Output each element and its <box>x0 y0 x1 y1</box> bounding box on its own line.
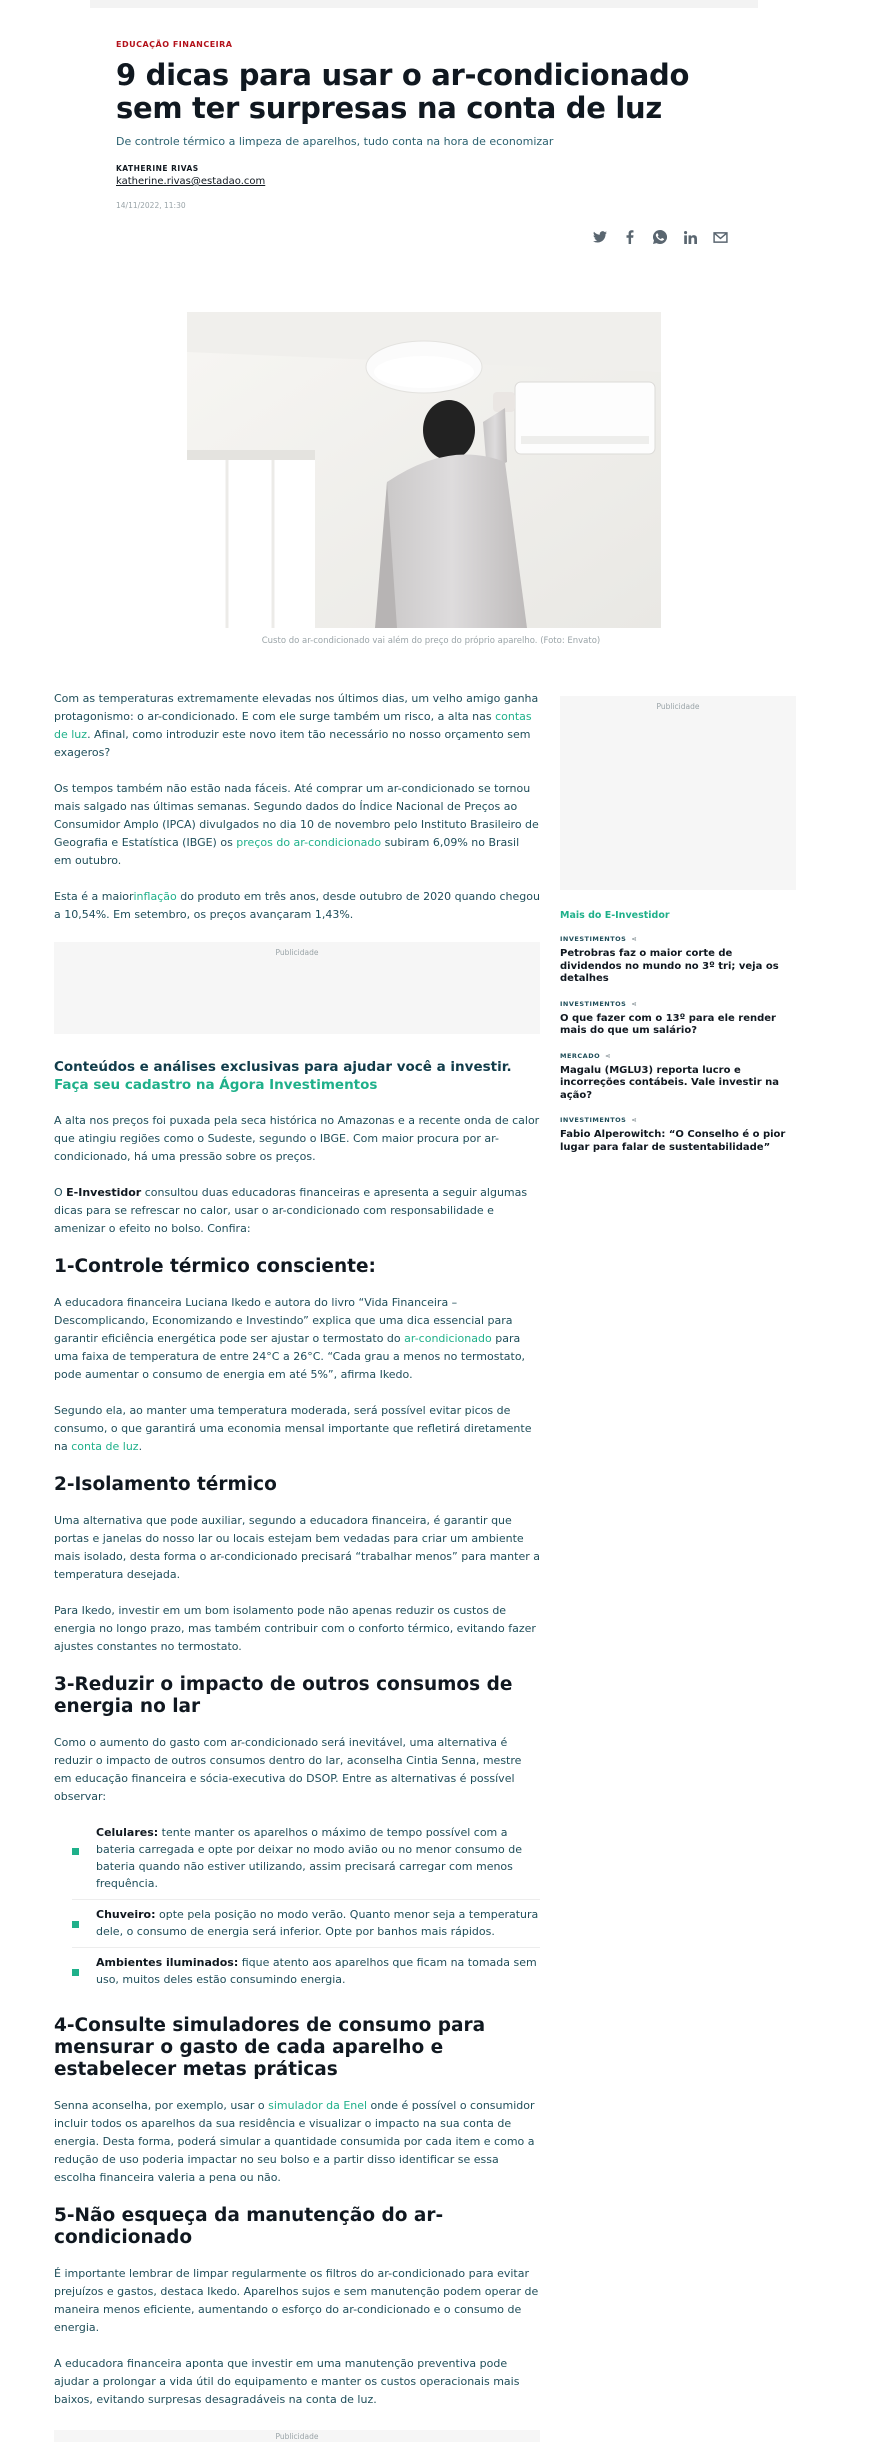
air-conditioner-photo <box>187 312 661 628</box>
inline-link[interactable]: ar-condicionado <box>404 1332 492 1345</box>
paragraph: Segundo ela, ao manter uma temperatura moderada, será possível evitar picos de consumo, o que garantirá uma economia mensal importante que refletirá diretamente na conta de luz. <box>54 1404 532 1453</box>
whatsapp-icon[interactable] <box>652 229 668 245</box>
list-item: Ambientes iluminados: fique atento aos aparelhos que ficam na tomada sem uso, muitos deles estão consumindo energia. <box>72 1954 540 1995</box>
list-item: Celulares: tente manter os aparelhos o máximo de tempo possível com a bateria carregada e opte por deixar no modo avião ou no menor consumo de bateria quando não estiver utilizando, assim precisará carregar com menos frequência. <box>72 1824 540 1900</box>
ad-slot-bottom: Publicidade <box>54 2430 540 2442</box>
article-image <box>187 312 661 628</box>
section-heading: 1-Controle térmico consciente: <box>54 1256 376 1277</box>
article-subtitle: De controle térmico a limpeza de aparelhos, tudo conta na hora de economizar <box>116 135 554 148</box>
twitter-icon[interactable] <box>592 229 608 245</box>
paragraph: Como o aumento do gasto com ar-condicionado será inevitável, uma alternativa é reduzir o impacto de outros consumos dentro do lar, aconselha Cintia Senna, mestre em educação financeira e sócia-executiva do DSOP. Entre as alternativas é possível observar: <box>54 1736 522 1803</box>
section-heading: 4-Consulte simuladores de consumo para mensurar o gasto de cada aparelho e estabelecer metas práticas <box>54 2015 486 2080</box>
sidebar <box>560 696 796 1154</box>
section-heading: 5-Não esqueça da manutenção do ar-condicionado <box>54 2205 444 2248</box>
inline-link[interactable]: inflação <box>133 890 177 903</box>
related-article-title[interactable]: O que fazer com o 13º para ele render mais do que um salário? <box>560 1012 776 1036</box>
share-icon[interactable]: ⋖ <box>605 1051 612 1060</box>
paragraph: Para Ikedo, investir em um bom isolamento pode não apenas reduzir os custos de energia no longo prazo, mas também contribuir com o conforto térmico, evitando fazer ajustes constantes no termostato. <box>54 1604 536 1653</box>
related-article-title[interactable]: Magalu (MGLU3) reporta lucro e incorreções contábeis. Vale investir na ação? <box>560 1064 779 1101</box>
ad-slot: Publicidade <box>54 942 540 1034</box>
related-article[interactable] <box>560 1116 796 1154</box>
paragraph: A alta nos preços foi puxada pela seca histórica no Amazonas e a recente onda de calor que atingiu regiões como o Sudeste, segundo o IBGE. Com maior procura por ar-condicionado, há uma pressão sobre os preços. <box>54 1114 540 1163</box>
tips-list <box>72 1824 540 1995</box>
inline-link[interactable]: simulador da Enel <box>268 2099 368 2112</box>
category-label: MERCADO <box>560 1051 601 1060</box>
paragraph: Esta é a maiorinflação do produto em três anos, desde outubro de 2020 quando chegou a 10,54%. Em setembro, os preços avançaram 1,43%. <box>54 890 540 921</box>
inline-link[interactable]: contas de luz <box>54 710 532 741</box>
category-label: INVESTIMENTOS <box>560 935 627 943</box>
publish-date: 14/11/2022, 11:30 <box>116 201 186 210</box>
facebook-icon[interactable] <box>622 229 638 245</box>
paragraph: O E-Investidor consultou duas educadoras financeiras e apresenta a seguir algumas dicas para se refrescar no calor, usar o ar-condicionado com responsabilidade e amenizar o efeito no bolso. Confira: <box>54 1186 528 1235</box>
article-body <box>54 690 540 2427</box>
promo-signup-link[interactable]: Faça seu cadastro na Ágora Investimentos <box>54 1077 378 1093</box>
paragraph: Uma alternativa que pode auxiliar, segundo a educadora financeira, é garantir que portas e janelas do nosso lar ou locais estejam bem vedadas para criar um ambiente mais isolado, desta forma o ar-condicionado precisará “trabalhar menos” para manter a temperatura desejada. <box>54 1514 540 1581</box>
share-icon[interactable]: ⋖ <box>631 1116 638 1124</box>
email-icon[interactable] <box>712 229 728 245</box>
related-article-title[interactable]: Petrobras faz o maior corte de dividendos no mundo no 3º tri; veja os detalhes <box>560 948 779 984</box>
paragraph: Os tempos também não estão nada fáceis. Até comprar um ar-condicionado se tornou mais salgado nas últimas semanas. Segundo dados do Índice Nacional de Preços ao Consumidor Amplo (IPCA) divulgados no dia 10 de novembro pelo Instituto Brasileiro de Geografia e Estatística (IBGE) os preços do ar-condicionado subiram 6,09% no Brasil em outubro. <box>54 782 539 867</box>
paragraph: Com as temperaturas extremamente elevadas nos últimos dias, um velho amigo ganha protagonismo: o ar-condicionado. E com ele surge também um risco, a alta nas contas de luz. Afinal, como introduzir este novo item tão necessário no nosso orçamento sem exageros? <box>54 692 539 759</box>
paragraph: Senna aconselha, por exemplo, usar o simulador da Enel onde é possível o consumidor incluir todos os aparelhos da sua residência e visualizar o impacto na sua conta de energia. Desta forma, poderá simular a quantidade consumida por cada item e como a redução de uso poderia impactar no seu bolso e a partir disso identificar se essa escolha financeira valeria a pena ou não. <box>54 2099 535 2184</box>
section-heading: 3-Reduzir o impacto de outros consumos de energia no lar <box>54 1674 513 1717</box>
linkedin-icon[interactable] <box>682 229 698 245</box>
article-title: 9 dicas para usar o ar-condicionado sem ter surpresas na conta de luz <box>116 58 690 125</box>
paragraph: A educadora financeira aponta que investir em uma manutenção preventiva pode ajudar a prolongar a vida útil do equipamento e manter os custos operacionais mais baixos, evitando surpresas desagradáveis na conta de luz. <box>54 2357 520 2406</box>
brand-mention: E-Investidor <box>66 1186 142 1199</box>
image-caption: Custo do ar-condicionado vai além do preço do próprio aparelho. (Foto: Envato) <box>261 636 601 646</box>
inline-link[interactable]: preços do ar-condicionado <box>236 836 382 849</box>
author-name: KATHERINE RIVAS <box>116 164 199 173</box>
share-icon[interactable]: ⋖ <box>631 999 638 1008</box>
list-item: Chuveiro: opte pela posição no modo verão. Quanto menor seja a temperatura dele, o consumo de energia será inferior. Opte por banhos mais rápidos. <box>72 1906 540 1948</box>
section-kicker[interactable]: EDUCAÇÃO FINANCEIRA <box>116 40 233 49</box>
category-label: INVESTIMENTOS <box>560 1116 627 1124</box>
related-article[interactable] <box>560 1052 796 1103</box>
section-heading: 2-Isolamento térmico <box>54 1474 277 1495</box>
promo-line: Conteúdos e análises exclusivas para ajudar você a investir. <box>54 1059 512 1075</box>
share-bar <box>592 229 728 245</box>
article-header <box>116 40 746 210</box>
related-article-title[interactable]: Fabio Alperowitch: “O Conselho é o pior lugar para falar de sustentabilidade” <box>560 1129 786 1153</box>
sidebar-ad-slot: Publicidade <box>560 696 796 890</box>
paragraph: A educadora financeira Luciana Ikedo e autora do livro “Vida Financeira – Descomplicando, Economizando e Investindo” explica que uma dica essencial para garantir eficiência energética pode ser ajustar o termostato do ar-condicionado para uma faixa de temperatura de entre 24°C a 26°C. “Cada grau a menos no termostato, pode aumentar o consumo de energia em até 5%”, afirma Ikedo. <box>54 1296 526 1381</box>
related-article[interactable] <box>560 935 796 986</box>
category-label: INVESTIMENTOS <box>560 999 627 1008</box>
author-email-link[interactable]: katherine.rivas@estadao.com <box>116 176 266 187</box>
top-strip <box>90 0 758 8</box>
promo-block <box>54 1058 540 1094</box>
share-icon[interactable]: ⋖ <box>631 935 638 943</box>
inline-link[interactable]: conta de luz <box>71 1440 139 1453</box>
related-article[interactable] <box>560 1000 796 1038</box>
sidebar-heading: Mais do E-Investidor <box>560 910 670 921</box>
paragraph: É importante lembrar de limpar regularmente os filtros do ar-condicionado para evitar prejuízos e gastos, destaca Ikedo. Aparelhos sujos e sem manutenção podem operar de maneira menos eficiente, aumentando o esforço do ar-condicionado e o consumo de energia. <box>54 2267 539 2334</box>
